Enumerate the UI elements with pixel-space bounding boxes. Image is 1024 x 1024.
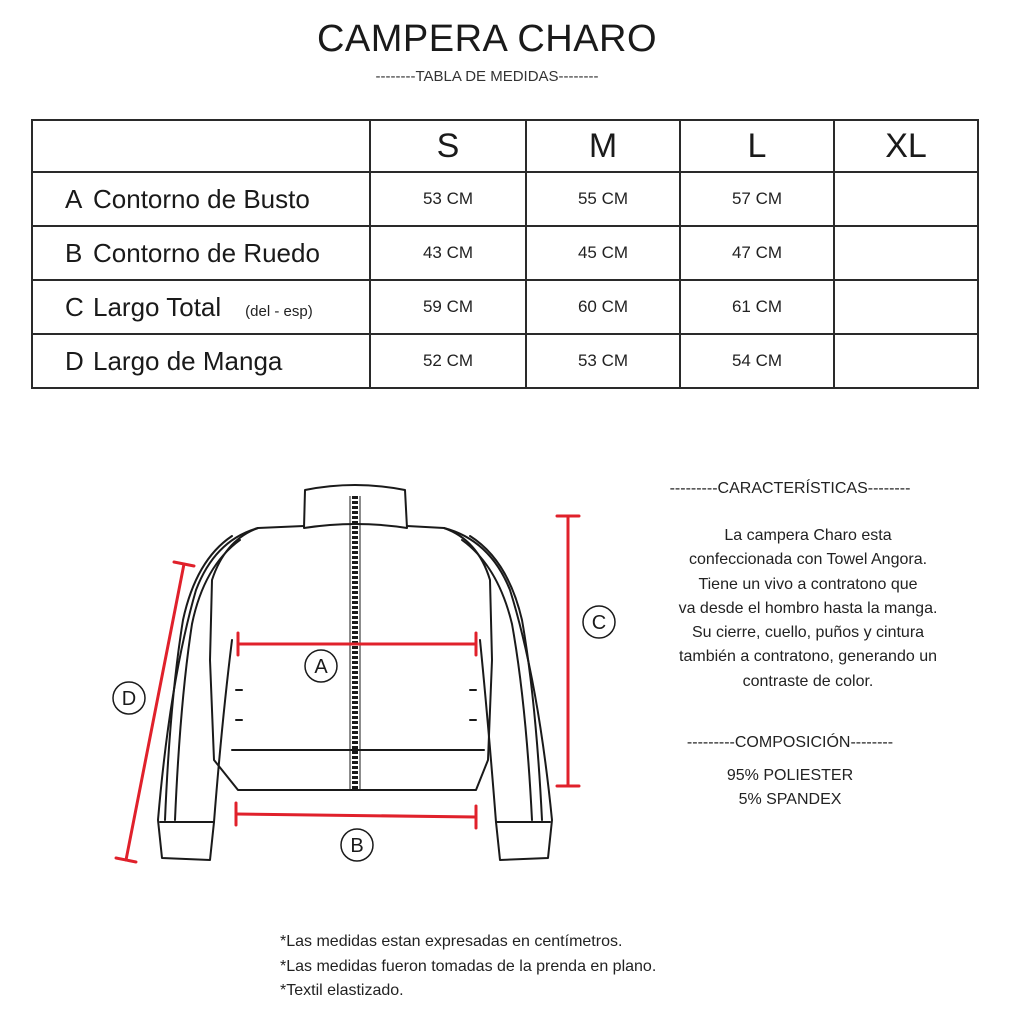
row-note: (del - esp) (245, 302, 313, 320)
cell-value: 47 CM (680, 226, 834, 280)
measure-cap (174, 562, 194, 566)
footnote: *Las medidas fueron tomadas de la prenda en plano. (280, 957, 657, 975)
row-letter: D (65, 345, 84, 376)
row-letter: B (65, 237, 83, 268)
size-header-s: S (370, 120, 526, 172)
cell-value: 59 CM (370, 280, 526, 334)
page-subtitle: --------TABLA DE MEDIDAS-------- (375, 68, 599, 85)
composition-text (640, 764, 940, 812)
composition-line: 95% POLIESTER (726, 767, 854, 784)
cell-value: 52 CM (370, 334, 526, 388)
footnote: *Textil elastizado. (280, 982, 404, 999)
cell-value: 55 CM (526, 172, 680, 226)
row-label-text: Largo de Manga (93, 345, 283, 376)
cell-value: 57 CM (680, 172, 834, 226)
features-text (640, 524, 976, 694)
features-line: La campera Charo esta (724, 527, 892, 544)
right-sleeve (444, 528, 552, 860)
measure-cap (116, 858, 136, 862)
marker-d-label: D (121, 688, 137, 710)
left-stripe-inner (175, 540, 240, 820)
features-line: confeccionada con Towel Angora. (688, 551, 928, 569)
side-seam-ticks (236, 690, 476, 720)
marker-c-label: C (591, 612, 607, 634)
row-label-text: Contorno de Ruedo (93, 237, 320, 268)
row-letter: C (65, 291, 84, 322)
row-letter: A (65, 183, 83, 214)
cell-value: 53 CM (370, 172, 526, 226)
measure-lines (116, 516, 579, 862)
size-header-l: L (680, 120, 834, 172)
marker-b-label: B (350, 835, 364, 857)
row-label-text: Largo Total (93, 291, 222, 322)
composition-line: 5% SPANDEX (738, 791, 842, 808)
features-line: Su cierre, cuello, puños y cintura (691, 624, 925, 642)
composition-heading: ---------COMPOSICIÓN-------- (686, 734, 894, 751)
row-label-text: Contorno de Busto (93, 183, 310, 214)
cell-value: 53 CM (526, 334, 680, 388)
size-header-m: M (526, 120, 680, 172)
page-title: CAMPERA CHARO (316, 18, 658, 60)
features-line: Tiene un vivo a contratono que (698, 575, 918, 593)
footnotes (280, 930, 656, 1004)
features-heading: ---------CARACTERÍSTICAS-------- (669, 480, 911, 497)
cell-value: 60 CM (526, 280, 680, 334)
size-header-xl: XL (834, 120, 978, 172)
marker-labels (122, 612, 606, 857)
marker-a-label: A (314, 656, 328, 678)
features-line: va desde el hombro hasta la manga. (678, 599, 938, 617)
left-stripe (165, 536, 232, 820)
right-stripe-inner (462, 540, 532, 820)
cell-value: 61 CM (680, 280, 834, 334)
footnote: *Las medidas estan expresadas en centímetros. (280, 933, 623, 950)
features-line: contraste de color. (742, 672, 874, 690)
measure-line-b (236, 814, 476, 817)
cell-value: 45 CM (526, 226, 680, 280)
cell-value: 54 CM (680, 334, 834, 388)
features-line: también a contratono, generando un (679, 648, 937, 666)
cell-value: 43 CM (370, 226, 526, 280)
